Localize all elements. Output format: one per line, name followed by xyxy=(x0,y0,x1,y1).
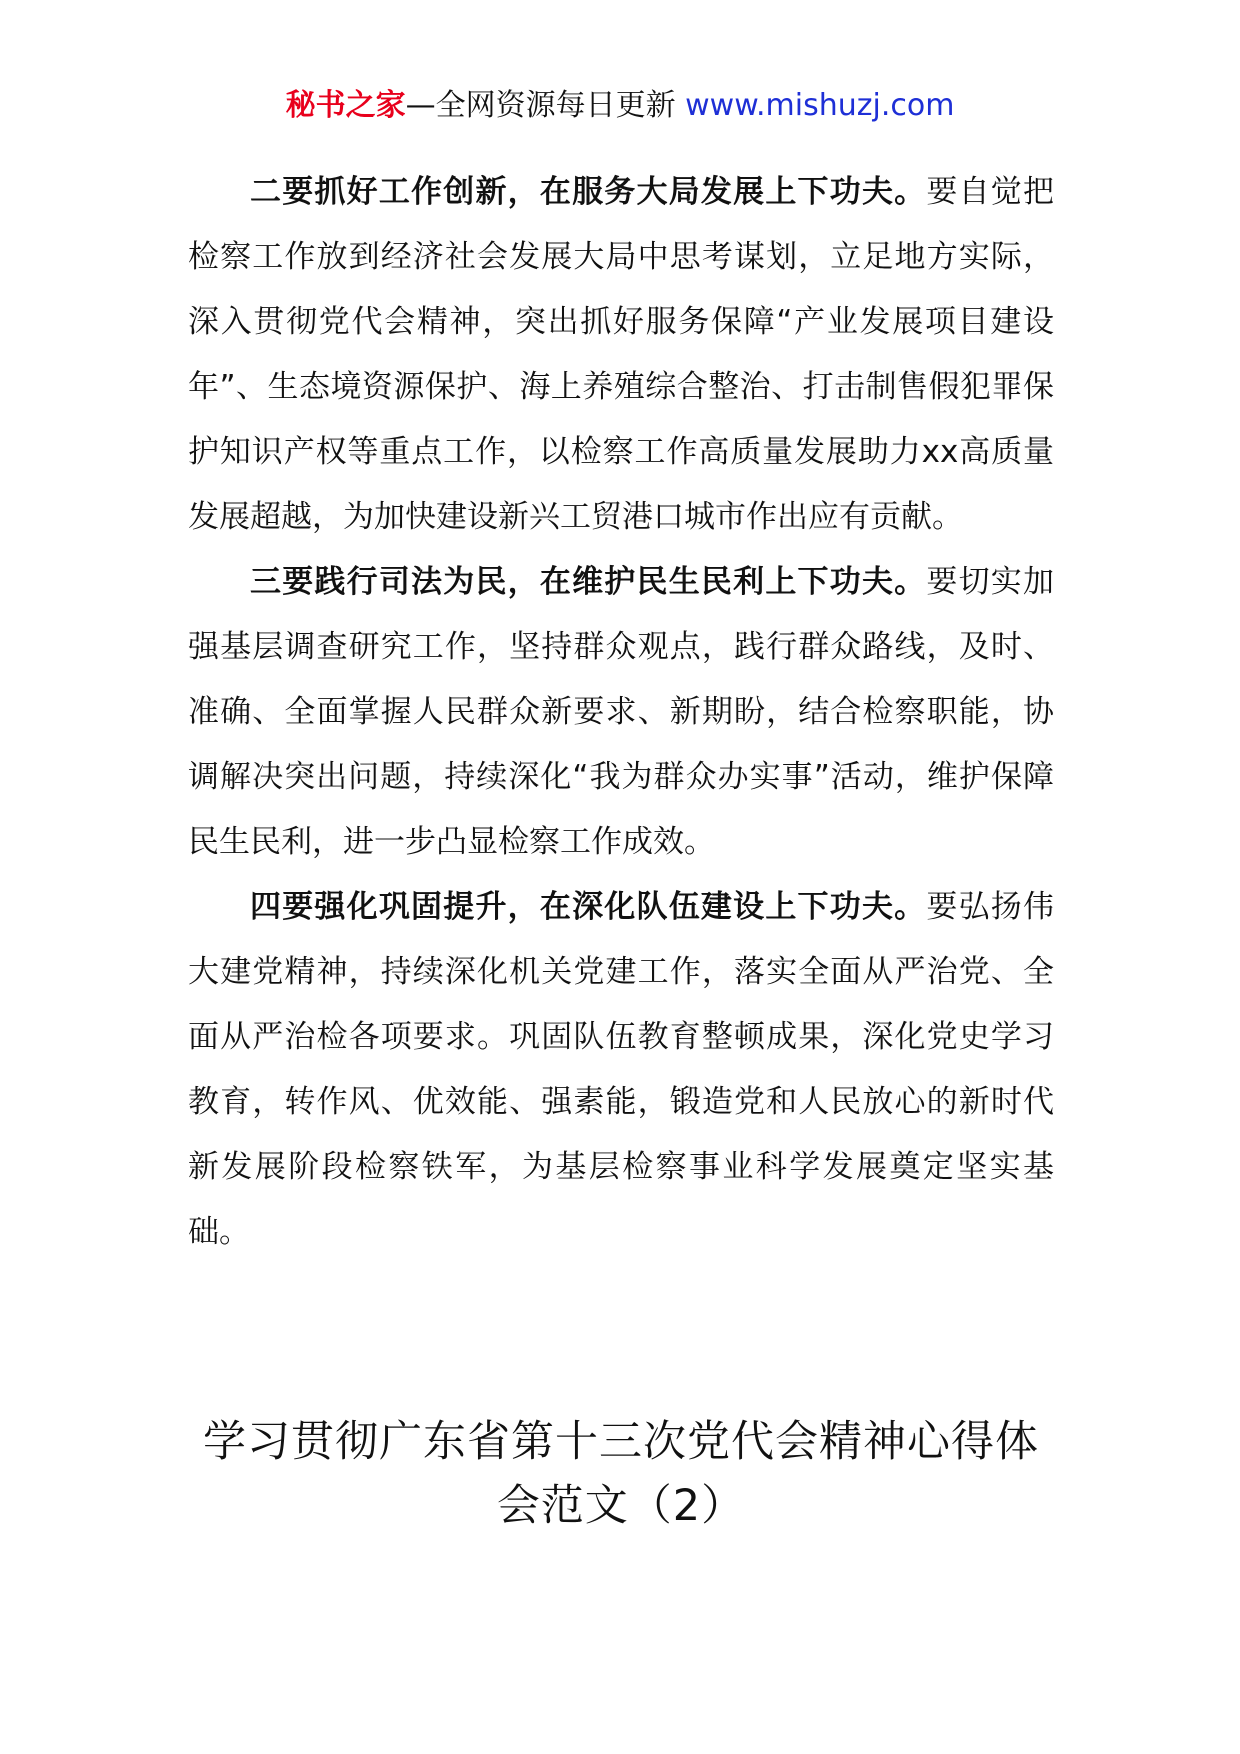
paragraph-lead: 三要践行司法为民，在维护民生民利上下功夫。 xyxy=(250,564,927,600)
site-brand: 秘书之家 xyxy=(285,88,406,123)
paragraph-team xyxy=(188,875,1054,1265)
site-header xyxy=(0,86,1240,126)
paragraph-people xyxy=(188,550,1054,875)
paragraph-lead: 二要抓好工作创新，在服务大局发展上下功夫。 xyxy=(250,174,927,210)
paragraph-innovation xyxy=(188,160,1054,550)
site-url-link[interactable]: www.mishuzj.com xyxy=(685,88,955,123)
paragraph-text: 要弘扬伟大建党精神，持续深化机关党建工作，落实全面从严治党、全面从严治检各项要求。巩固队伍教育整顿成果，深化党史学习教育，转作风、优效能、强素能，锻造党和人民放心的新时代新发展阶段检察铁军，为基层检察事业科学发展奠定坚实基础。 xyxy=(188,889,1054,1250)
paragraph-lead: 四要强化巩固提升，在深化队伍建设上下功夫。 xyxy=(250,889,927,925)
paragraph-text: 要切实加强基层调查研究工作，坚持群众观点，践行群众路线，及时、准确、全面掌握人民群众新要求、新期盼，结合检察职能，协调解决突出问题，持续深化“我为群众办实事”活动，维护保障民生民利，进一步凸显检察工作成效。 xyxy=(188,564,1054,860)
paragraph-text: 要自觉把检察工作放到经济社会发展大局中思考谋划，立足地方实际，深入贯彻党代会精神，突出抓好服务保障“产业发展项目建设年”、生态境资源保护、海上养殖综合整治、打击制售假犯罪保护知识产权等重点工作，以检察工作高质量发展助力xx高质量发展超越，为加快建设新兴工贸港口城市作出应有贡献。 xyxy=(188,174,1054,535)
article-body xyxy=(188,160,1054,1265)
site-tagline: —全网资源每日更新 xyxy=(405,88,676,123)
document-title: 学习贯彻广东省第十三次党代会精神心得体会范文（2） xyxy=(203,1417,1039,1531)
